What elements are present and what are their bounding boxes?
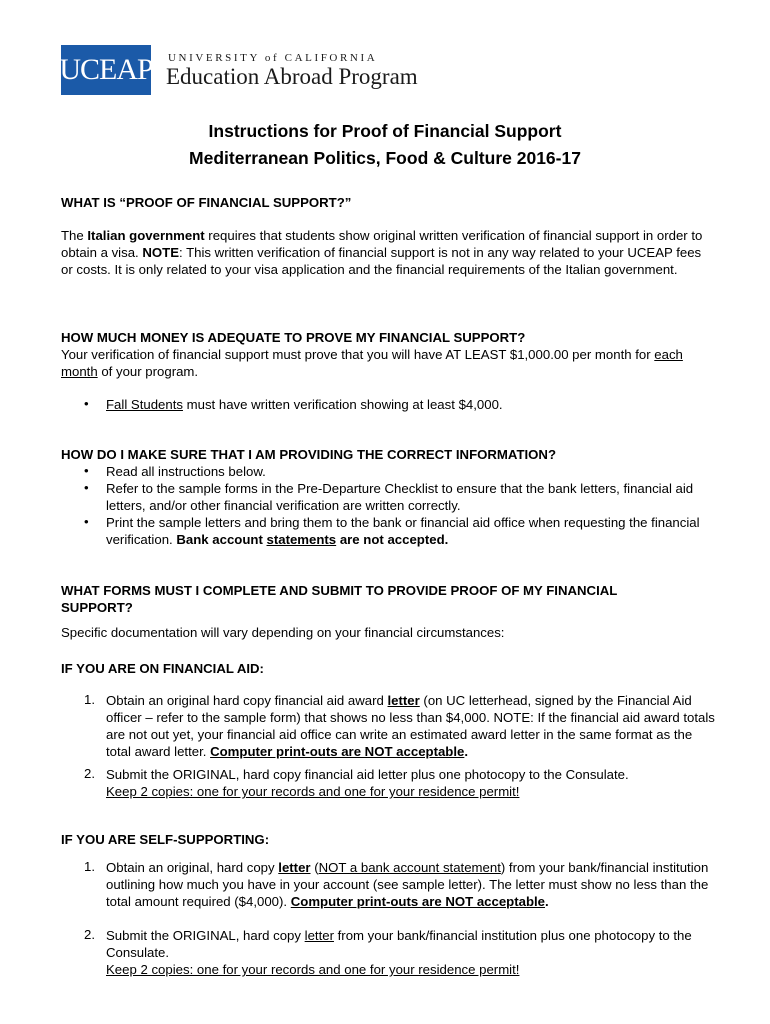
section-what-is-heading: WHAT IS “PROOF OF FINANCIAL SUPPORT?” [61,195,352,210]
bullet-fall-students: Fall Students must have written verification showing at least $4,000. [106,397,503,412]
bullet-marker: • [84,463,89,478]
section-forms-text: Specific documentation will vary depending on your financial circumstances: [61,625,505,640]
bullet-marker: • [84,514,89,529]
bullet-read-instructions: Read all instructions below. [106,464,266,479]
list-number: 1. [84,692,95,707]
logo-program-text: Education Abroad Program [166,64,418,89]
financial-aid-step-1: Obtain an original hard copy financial aid award letter (on UC letterhead, signed by the Financial Aid officer – refer to the sample form) that shows no less than $4,000. NOTE: If the financial aid award totals are not out yet, your financial aid office can write an estimated award letter in the same format as the total award letter. Computer print-outs are NOT acceptable. [106,693,715,759]
section-correct-info-heading: HOW DO I MAKE SURE THAT I AM PROVIDING THE CORRECT INFORMATION? [61,447,556,462]
self-supporting-heading: IF YOU ARE SELF-SUPPORTING: [61,832,270,847]
page-title: Instructions for Proof of Financial Support [208,121,562,141]
section-how-much-heading: HOW MUCH MONEY IS ADEQUATE TO PROVE MY FINANCIAL SUPPORT? [61,330,526,345]
bullet-marker: • [84,396,89,411]
section-what-is-text: The Italian government requires that students show original written verification of financial support in order to obtain a visa. NOTE: This written verification of financial support is not in any way related to your UCEAP fees or costs. It is only related to your visa application and the financial requirements of the Italian government. [61,228,703,277]
logo-mark: UCEAP [59,53,153,86]
bullet-sample-forms: Refer to the sample forms in the Pre-Departure Checklist to ensure that the bank letters, financial aid letters, and/or other financial verification are written correctly. [106,481,694,513]
page-subtitle: Mediterranean Politics, Food & Culture 2016-17 [189,148,581,168]
financial-aid-step-2: Submit the ORIGINAL, hard copy financial aid letter plus one photocopy to the Consulate. Keep 2 copies: one for your records and one for your residence permit! [106,767,629,799]
section-forms-heading: WHAT FORMS MUST I COMPLETE AND SUBMIT TO PROVIDE PROOF OF MY FINANCIAL SUPPORT? [61,583,618,615]
bullet-print-letters: Print the sample letters and bring them to the bank or financial aid office when requesting the financial verification. Bank account statements are not accepted. [106,515,700,547]
uceap-logo [61,45,151,95]
list-number: 2. [84,766,95,781]
logo-university-text: UNIVERSITY of CALIFORNIA [168,52,378,64]
list-number: 2. [84,927,95,942]
financial-aid-heading: IF YOU ARE ON FINANCIAL AID: [61,661,264,676]
bullet-marker: • [84,480,89,495]
section-how-much-text: Your verification of financial support must prove that you will have AT LEAST $1,000.00 per month for each month of your program. [61,347,683,379]
self-supporting-step-2: Submit the ORIGINAL, hard copy letter from your bank/financial institution plus one photocopy to the Consulate. Keep 2 copies: one for your records and one for your residence permit! [106,928,692,977]
list-number: 1. [84,859,95,874]
self-supporting-step-1: Obtain an original, hard copy letter (NOT a bank account statement) from your bank/financial institution outlining how much you have in your account (see sample letter). The letter must show no less than the total amount required ($4,000). Computer print-outs are NOT acceptable. [106,860,709,909]
